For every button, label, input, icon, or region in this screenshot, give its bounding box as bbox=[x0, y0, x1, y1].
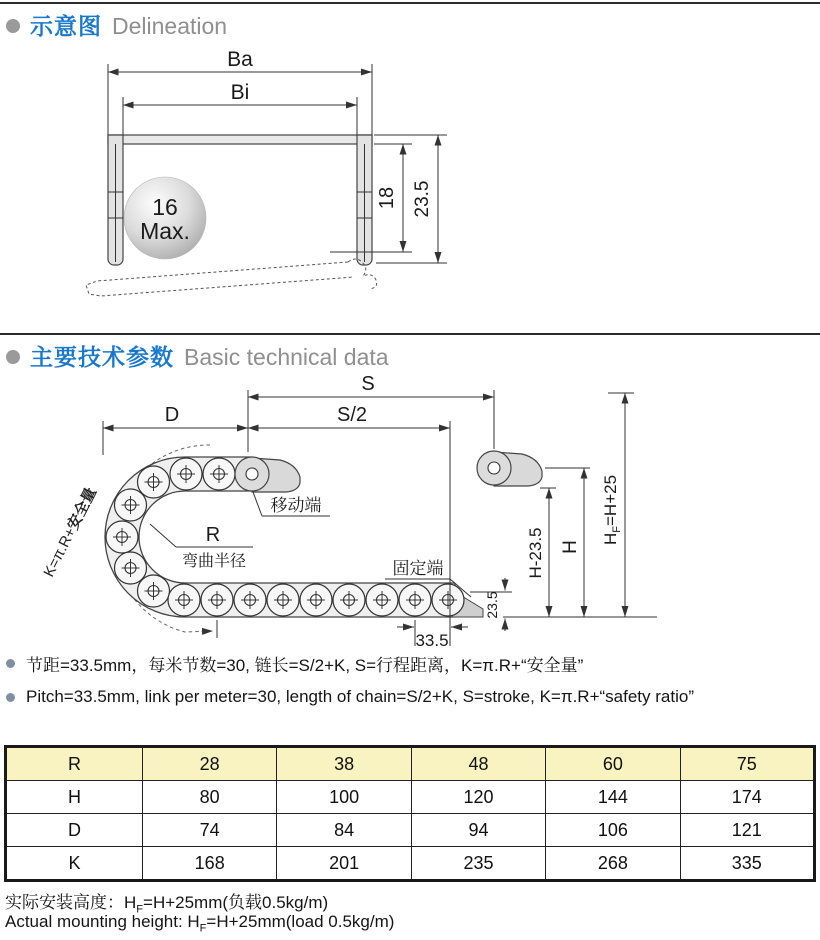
table-cell: 28 bbox=[143, 747, 277, 781]
chain-link bbox=[203, 458, 235, 490]
max-cable-sphere bbox=[124, 177, 206, 259]
sphere-value: 16 bbox=[152, 194, 178, 220]
chain-link bbox=[138, 575, 170, 607]
chain-link bbox=[168, 584, 200, 616]
table-cell: 120 bbox=[411, 781, 545, 814]
chain-link bbox=[115, 489, 147, 521]
k-suffix: 安全量 bbox=[64, 484, 101, 533]
hf-pre: H bbox=[601, 532, 620, 546]
label-moving-end: 移动端 bbox=[270, 496, 322, 515]
table-cell: 144 bbox=[546, 781, 680, 814]
chain-link bbox=[333, 584, 365, 616]
bullet-icon bbox=[6, 693, 15, 702]
table-cell: 201 bbox=[277, 847, 411, 881]
table-cell: 121 bbox=[680, 814, 814, 847]
fixed-height-bracket bbox=[477, 451, 542, 486]
chain-link bbox=[366, 584, 398, 616]
table-cell: 335 bbox=[680, 847, 814, 881]
dimension-table bbox=[4, 745, 816, 882]
dim-label-h-minus: H-23.5 bbox=[526, 527, 545, 579]
table-row-h bbox=[6, 781, 815, 814]
table-cell: 94 bbox=[411, 814, 545, 847]
table-cell: 235 bbox=[411, 847, 545, 881]
dim-label-s: S bbox=[361, 373, 375, 395]
bend-radius-label bbox=[150, 524, 253, 570]
hf-sub: F bbox=[611, 526, 623, 533]
moving-end-bracket bbox=[235, 457, 300, 492]
dim-label-ba: Ba bbox=[227, 48, 253, 71]
leader-line bbox=[150, 524, 253, 547]
table-cell: 84 bbox=[277, 814, 411, 847]
cover-strip bbox=[86, 262, 354, 296]
table-row-d bbox=[6, 814, 815, 847]
note-text: 节距=33.5mm，每米节数=30, 链长=S/2+K, S=行程距离，K=π.R+“安全量” bbox=[26, 655, 584, 675]
mounting-height-note-en bbox=[5, 912, 394, 934]
chain-link bbox=[267, 584, 299, 616]
note-sub: F bbox=[136, 903, 144, 916]
table-cell: 75 bbox=[680, 747, 814, 781]
chain-link bbox=[201, 584, 233, 616]
bullet-icon bbox=[6, 659, 15, 668]
table-row-r bbox=[6, 747, 815, 781]
pitch-dimension bbox=[397, 620, 468, 650]
dim-label-18: 18 bbox=[376, 186, 398, 210]
top-bar bbox=[108, 135, 372, 144]
dim-label-s2: S/2 bbox=[336, 404, 368, 426]
note-post: =H+25mm(load 0.5kg/m) bbox=[206, 912, 395, 931]
note-pre: Actual mounting height: H bbox=[5, 912, 200, 931]
label-r: R bbox=[205, 524, 221, 546]
section-title-en: Delineation bbox=[112, 12, 228, 39]
note-text: Pitch=33.5mm, link per meter=30, length of chain=S/2+K, S=stroke, K=π.R+“safety ratio” bbox=[26, 687, 694, 706]
row-header: H bbox=[6, 781, 143, 814]
table-cell: 80 bbox=[143, 781, 277, 814]
note-pre: 实际安装高度：H bbox=[5, 893, 137, 912]
table-cell: 38 bbox=[277, 747, 411, 781]
k-formula-label bbox=[40, 484, 100, 579]
k-formula: K=π.R+ bbox=[40, 524, 80, 580]
hf-post: =H+25 bbox=[601, 474, 620, 527]
chain-link bbox=[399, 584, 431, 616]
chain-link bbox=[432, 584, 464, 616]
table-cell: 48 bbox=[411, 747, 545, 781]
dim-label-23-5: 23.5 bbox=[412, 180, 433, 218]
chain-link bbox=[234, 584, 266, 616]
label-bend-radius: 弯曲半径 bbox=[181, 553, 247, 570]
spec-note-en bbox=[6, 686, 694, 708]
moving-end-label bbox=[253, 492, 330, 516]
dim-label-pitch: 33.5 bbox=[415, 631, 449, 650]
hf-dimension bbox=[601, 393, 634, 617]
section-title-cn: 主要技术参数 bbox=[30, 343, 174, 370]
sphere-max-label: Max. bbox=[140, 218, 190, 244]
spec-note-cn bbox=[6, 652, 583, 674]
drag-chain-diagram bbox=[40, 373, 657, 650]
dim-label-d: D bbox=[164, 404, 180, 426]
h-dimension bbox=[545, 468, 590, 617]
dim-label-h: H bbox=[560, 540, 581, 554]
table-cell: 268 bbox=[546, 847, 680, 881]
note-post: =H+25mm(负载0.5kg/m) bbox=[143, 893, 329, 912]
opened-cover-dashed bbox=[86, 259, 377, 296]
pin-hole bbox=[246, 468, 258, 480]
table-cell: 100 bbox=[277, 781, 411, 814]
chain-link bbox=[115, 552, 147, 584]
chain-link bbox=[138, 466, 170, 498]
chain-link bbox=[106, 521, 138, 553]
note-sub: F bbox=[199, 922, 207, 935]
s-dimension bbox=[248, 373, 494, 452]
table-cell: 60 bbox=[546, 747, 680, 781]
cross-section-diagram bbox=[86, 48, 447, 296]
dim-label-chain-height: 23.5 bbox=[484, 591, 500, 619]
pin-hole bbox=[488, 462, 500, 474]
d-dimension bbox=[103, 404, 248, 455]
table-cell: 174 bbox=[680, 781, 814, 814]
table-cell: 106 bbox=[546, 814, 680, 847]
dim-label-hf bbox=[601, 475, 623, 545]
section-title-en: Basic technical data bbox=[184, 343, 389, 370]
table-row-k bbox=[6, 847, 815, 881]
row-header: K bbox=[6, 847, 143, 881]
h-minus-dimension bbox=[526, 488, 556, 617]
chain-link bbox=[300, 584, 332, 616]
section-title-cn: 示意图 bbox=[30, 12, 102, 39]
table-cell: 168 bbox=[143, 847, 277, 881]
extension-lines bbox=[248, 390, 494, 452]
table-cell: 74 bbox=[143, 814, 277, 847]
label-fixed-end: 固定端 bbox=[392, 559, 444, 578]
dim-label-bi: Bi bbox=[230, 81, 250, 104]
row-header: R bbox=[6, 747, 143, 781]
bi-dimension bbox=[123, 81, 357, 136]
chain-link bbox=[170, 458, 202, 490]
row-header: D bbox=[6, 814, 143, 847]
